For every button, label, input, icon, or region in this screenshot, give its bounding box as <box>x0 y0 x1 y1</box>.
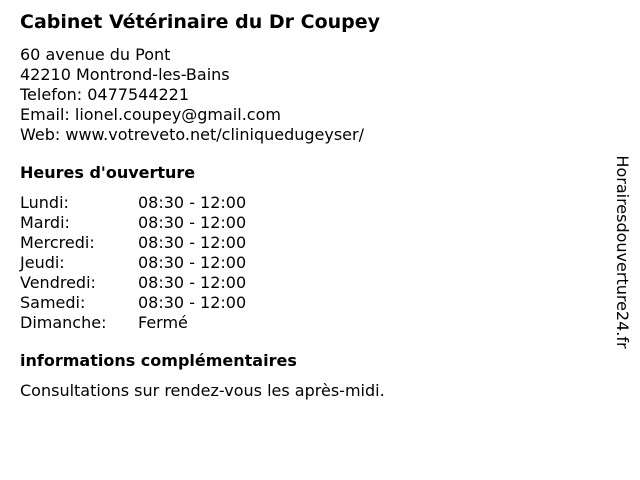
hours-row-sunday <box>20 313 600 333</box>
website-url: Web: www.votreveto.net/cliniquedugeyser/ <box>20 125 364 144</box>
email-address: Email: lionel.coupey@gmail.com <box>20 105 281 124</box>
street-address: 60 avenue du Pont <box>20 45 171 64</box>
time-range: Fermé <box>138 313 188 332</box>
site-watermark: Horairesdouverture24.fr <box>613 155 632 349</box>
time-range: 08:30 - 12:00 <box>138 193 247 212</box>
day-label: Mercredi: <box>20 233 95 252</box>
hours-row-wednesday <box>20 233 600 253</box>
opening-hours-heading: Heures d'ouverture <box>20 163 196 182</box>
day-label: Samedi: <box>20 293 86 312</box>
time-range: 08:30 - 12:00 <box>138 233 247 252</box>
phone-number: Telefon: 0477544221 <box>20 85 190 104</box>
time-range: 08:30 - 12:00 <box>138 213 247 232</box>
day-label: Dimanche: <box>20 313 107 332</box>
business-card <box>20 9 600 401</box>
hours-row-saturday <box>20 293 600 313</box>
day-label: Lundi: <box>20 193 69 212</box>
time-range: 08:30 - 12:00 <box>138 253 247 272</box>
postal-city: 42210 Montrond-les-Bains <box>20 65 230 84</box>
business-name: Cabinet Vétérinaire du Dr Coupey <box>20 11 381 33</box>
time-range: 08:30 - 12:00 <box>138 293 247 312</box>
additional-info-text: Consultations sur rendez-vous les après-midi. <box>20 381 385 400</box>
hours-row-monday <box>20 193 600 213</box>
day-label: Mardi: <box>20 213 70 232</box>
time-range: 08:30 - 12:00 <box>138 273 247 292</box>
hours-row-friday <box>20 273 600 293</box>
address-block <box>20 45 600 145</box>
opening-hours-table <box>20 193 600 333</box>
hours-row-thursday <box>20 253 600 273</box>
day-label: Jeudi: <box>20 253 65 272</box>
additional-info-heading: informations complémentaires <box>20 351 297 370</box>
day-label: Vendredi: <box>20 273 96 292</box>
hours-row-tuesday <box>20 213 600 233</box>
